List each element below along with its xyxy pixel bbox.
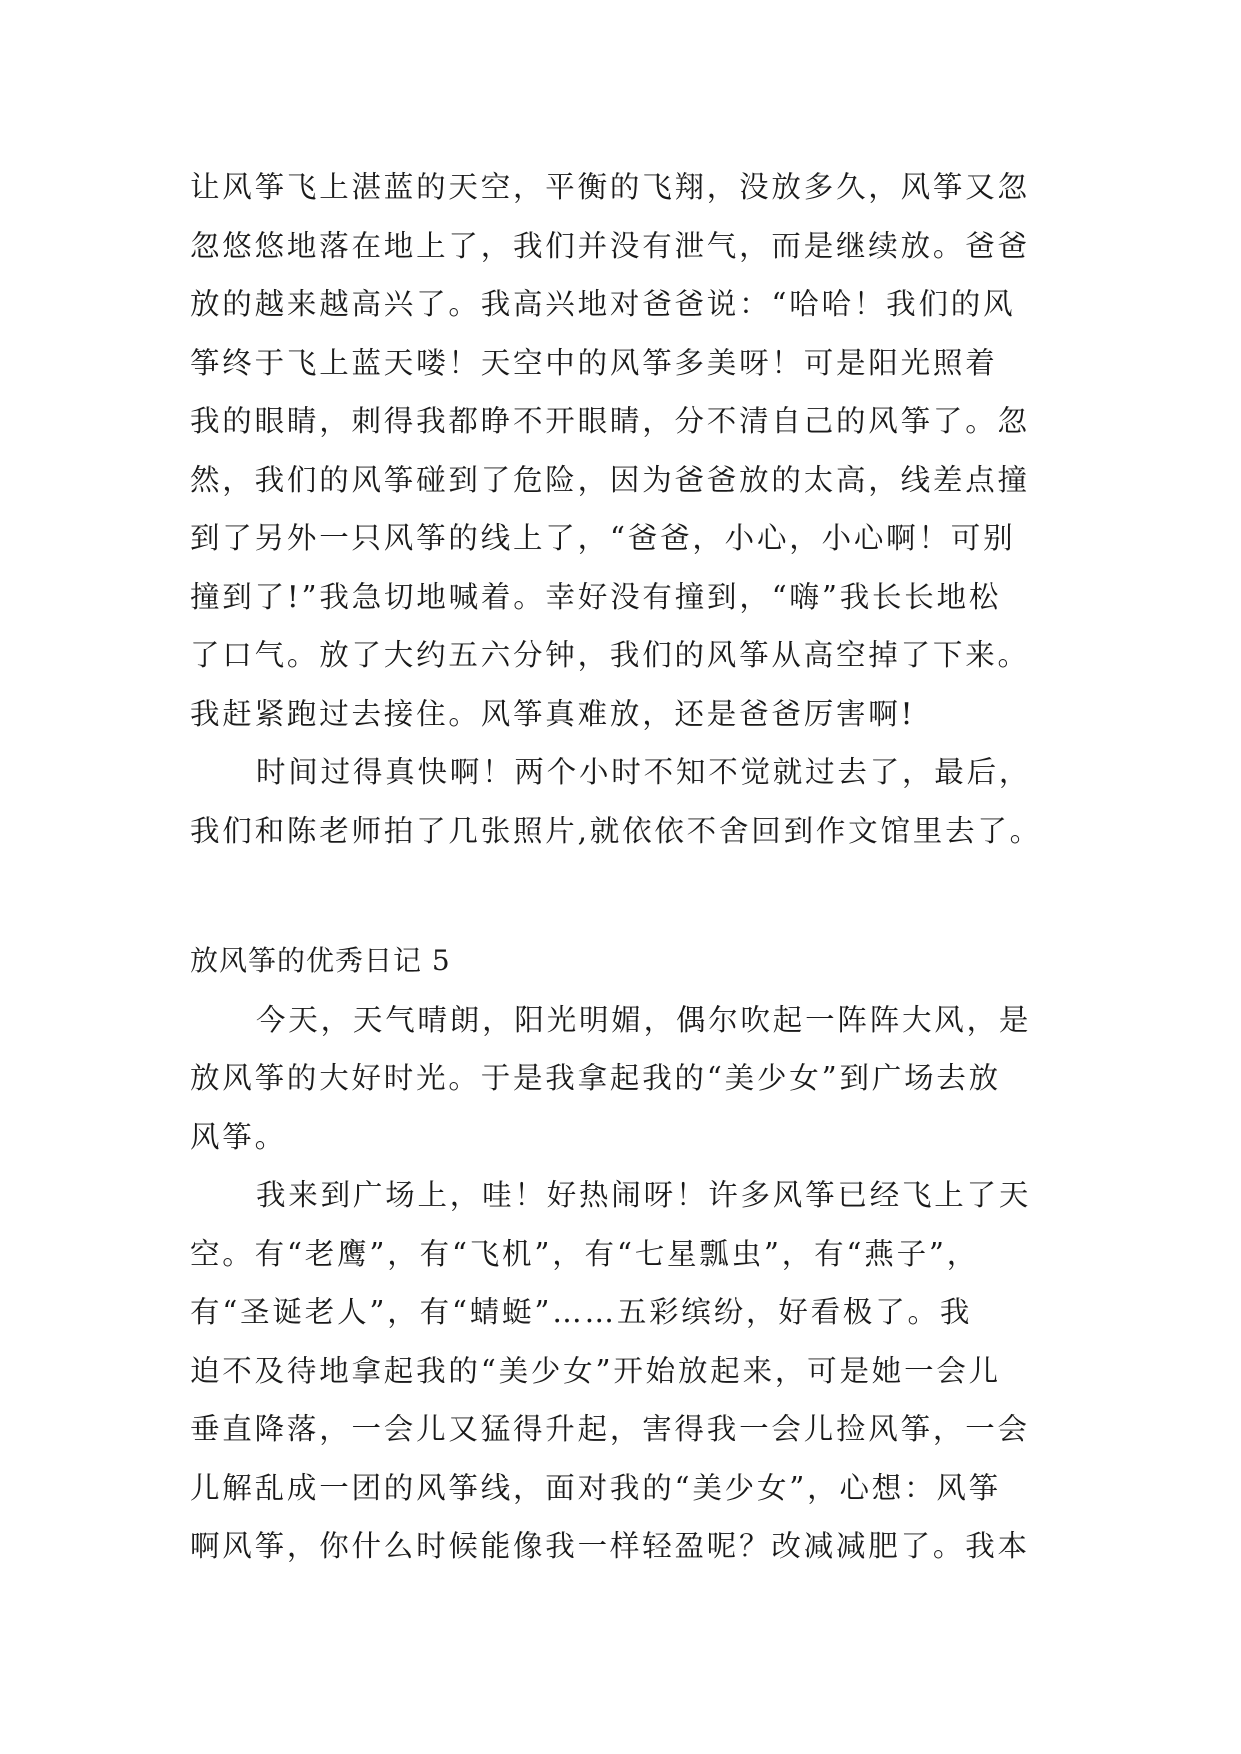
document-body [190, 158, 1050, 1576]
text-line: 我的眼睛，刺得我都睁不开眼睛，分不清自己的风筝了。忽 [190, 404, 1030, 438]
paragraph [190, 1166, 1050, 1576]
paragraph [190, 743, 1050, 860]
text-line: 垂直降落，一会儿又猛得升起，害得我一会儿捡风筝，一会 [190, 1412, 1030, 1446]
text-line: 放的越来越高兴了。我高兴地对爸爸说：“哈哈！我们的风 [190, 287, 1016, 321]
text-line: 忽悠悠地落在地上了，我们并没有泄气，而是继续放。爸爸 [190, 228, 1030, 263]
text-line: 空。有“老鹰”，有“飞机”，有“七星瓢虫”，有“燕子”， [190, 1236, 980, 1271]
text-line: 筝终于飞上蓝天喽！天空中的风筝多美呀！可是阳光照着 [190, 345, 998, 380]
text-line: 儿解乱成一团的风筝线，面对我的“美少女”，心想：风筝 [190, 1470, 1001, 1505]
text-line: 让风筝飞上湛蓝的天空，平衡的飞翔，没放多久，风筝又忽 [190, 170, 1030, 204]
text-line: 我们和陈老师拍了几张照片,就依依不舍回到作文馆里去了。 [190, 813, 1042, 848]
text-line: 撞到了!”我急切地喊着。幸好没有撞到，“嗨”我长长地松 [190, 579, 1002, 614]
text-line: 到了另外一只风筝的线上了，“爸爸，小心，小心啊！可别 [190, 521, 1016, 555]
text-line: 迫不及待地拿起我的“美少女”开始放起来，可是她一会儿 [190, 1353, 1001, 1388]
text-line: 风筝。 [190, 1119, 287, 1154]
paragraph [190, 991, 1050, 1167]
text-line: 我来到广场上，哇！好热闹呀！许多风筝已经飞上了天 [256, 1178, 1032, 1212]
paragraph [190, 158, 1050, 743]
text-line: 然，我们的风筝碰到了危险，因为爸爸放的太高，线差点撞 [190, 462, 1030, 497]
text-line: 了口气。放了大约五六分钟，我们的风筝从高空掉了下来。 [190, 638, 1030, 672]
text-line: 有“圣诞老人”，有“蜻蜓”……五彩缤纷，好看极了。我 [190, 1295, 973, 1329]
text-line: 我赶紧跑过去接住。风筝真难放，还是爸爸厉害啊! [190, 696, 916, 731]
text-line: 放风筝的大好时光。于是我拿起我的“美少女”到广场去放 [190, 1061, 1001, 1095]
text-line: 时间过得真快啊！两个小时不知不觉就过去了，最后， [256, 755, 1032, 789]
text-line: 啊风筝，你什么时候能像我一样轻盈呢？改减减肥了。我本 [190, 1529, 1030, 1563]
section-title: 放风筝的优秀日记 5 [190, 944, 451, 977]
text-line: 今天，天气晴朗，阳光明媚，偶尔吹起一阵阵大风，是 [256, 1002, 1032, 1037]
section-spacer [190, 860, 1050, 932]
